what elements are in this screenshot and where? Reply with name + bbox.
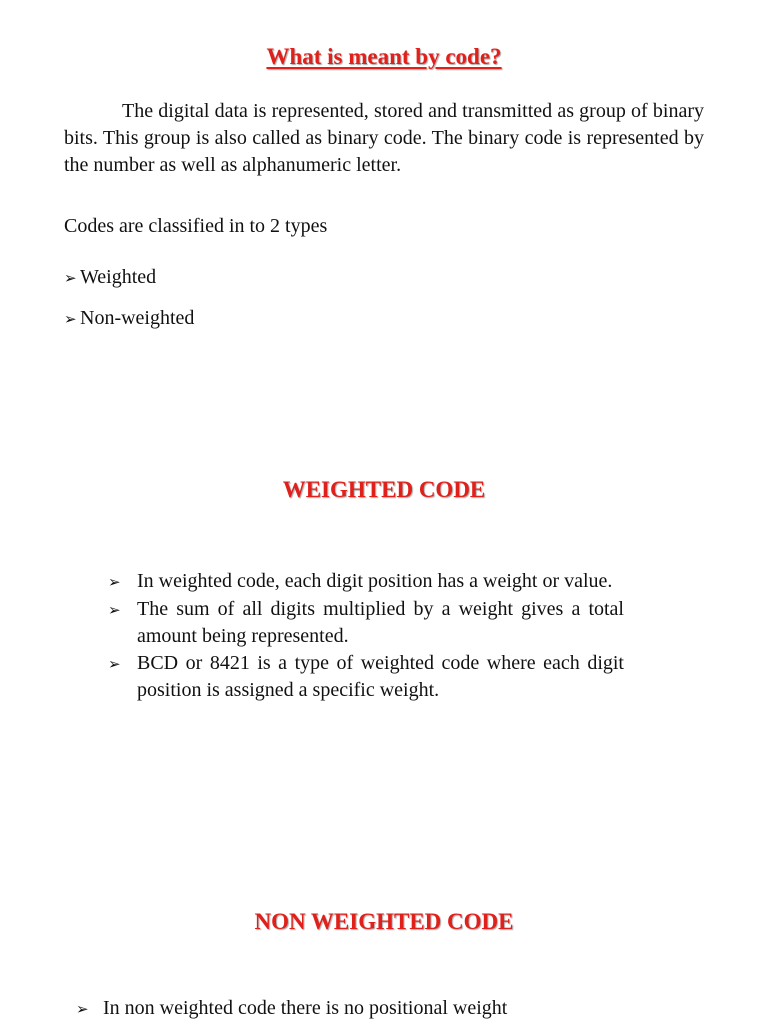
list-item-text: In weighted code, each digit position has a weight or value. (137, 570, 613, 592)
non-weighted-list-item (76, 995, 507, 1023)
list-item (108, 650, 624, 704)
type-item-non-weighted (64, 305, 194, 333)
intro-paragraph: The digital data is represented, stored and transmitted as group of binary bits. This group is also called as binary code. The binary code is represented by the number as well as alphanumeric letter. (64, 100, 704, 176)
arrow-bullet-icon: ➢ (108, 573, 121, 591)
arrow-bullet-icon: ➢ (64, 310, 77, 328)
type-item-label: Non-weighted (80, 307, 195, 329)
arrow-bullet-icon: ➢ (76, 1000, 89, 1018)
arrow-bullet-icon: ➢ (108, 601, 121, 619)
non-weighted-code-heading: NON WEIGHTED CODE (254, 909, 514, 934)
type-item-label: Weighted (80, 266, 157, 288)
classification-label: Codes are classified in to 2 types (64, 215, 328, 237)
page-title: What is meant by code? (266, 44, 502, 69)
arrow-bullet-icon: ➢ (108, 655, 121, 673)
type-item-weighted (64, 264, 156, 292)
list-item-text: In non weighted code there is no positional weight (103, 997, 508, 1019)
weighted-code-bullet-list (108, 568, 624, 704)
list-item-text: BCD or 8421 is a type of weighted code where each digit position is assigned a specific weight. (137, 652, 624, 701)
list-item (108, 568, 624, 596)
weighted-code-heading: WEIGHTED CODE (282, 477, 486, 502)
list-item (108, 596, 624, 650)
arrow-bullet-icon: ➢ (64, 269, 77, 287)
list-item-text: The sum of all digits multiplied by a weight gives a total amount being represented. (137, 598, 624, 647)
